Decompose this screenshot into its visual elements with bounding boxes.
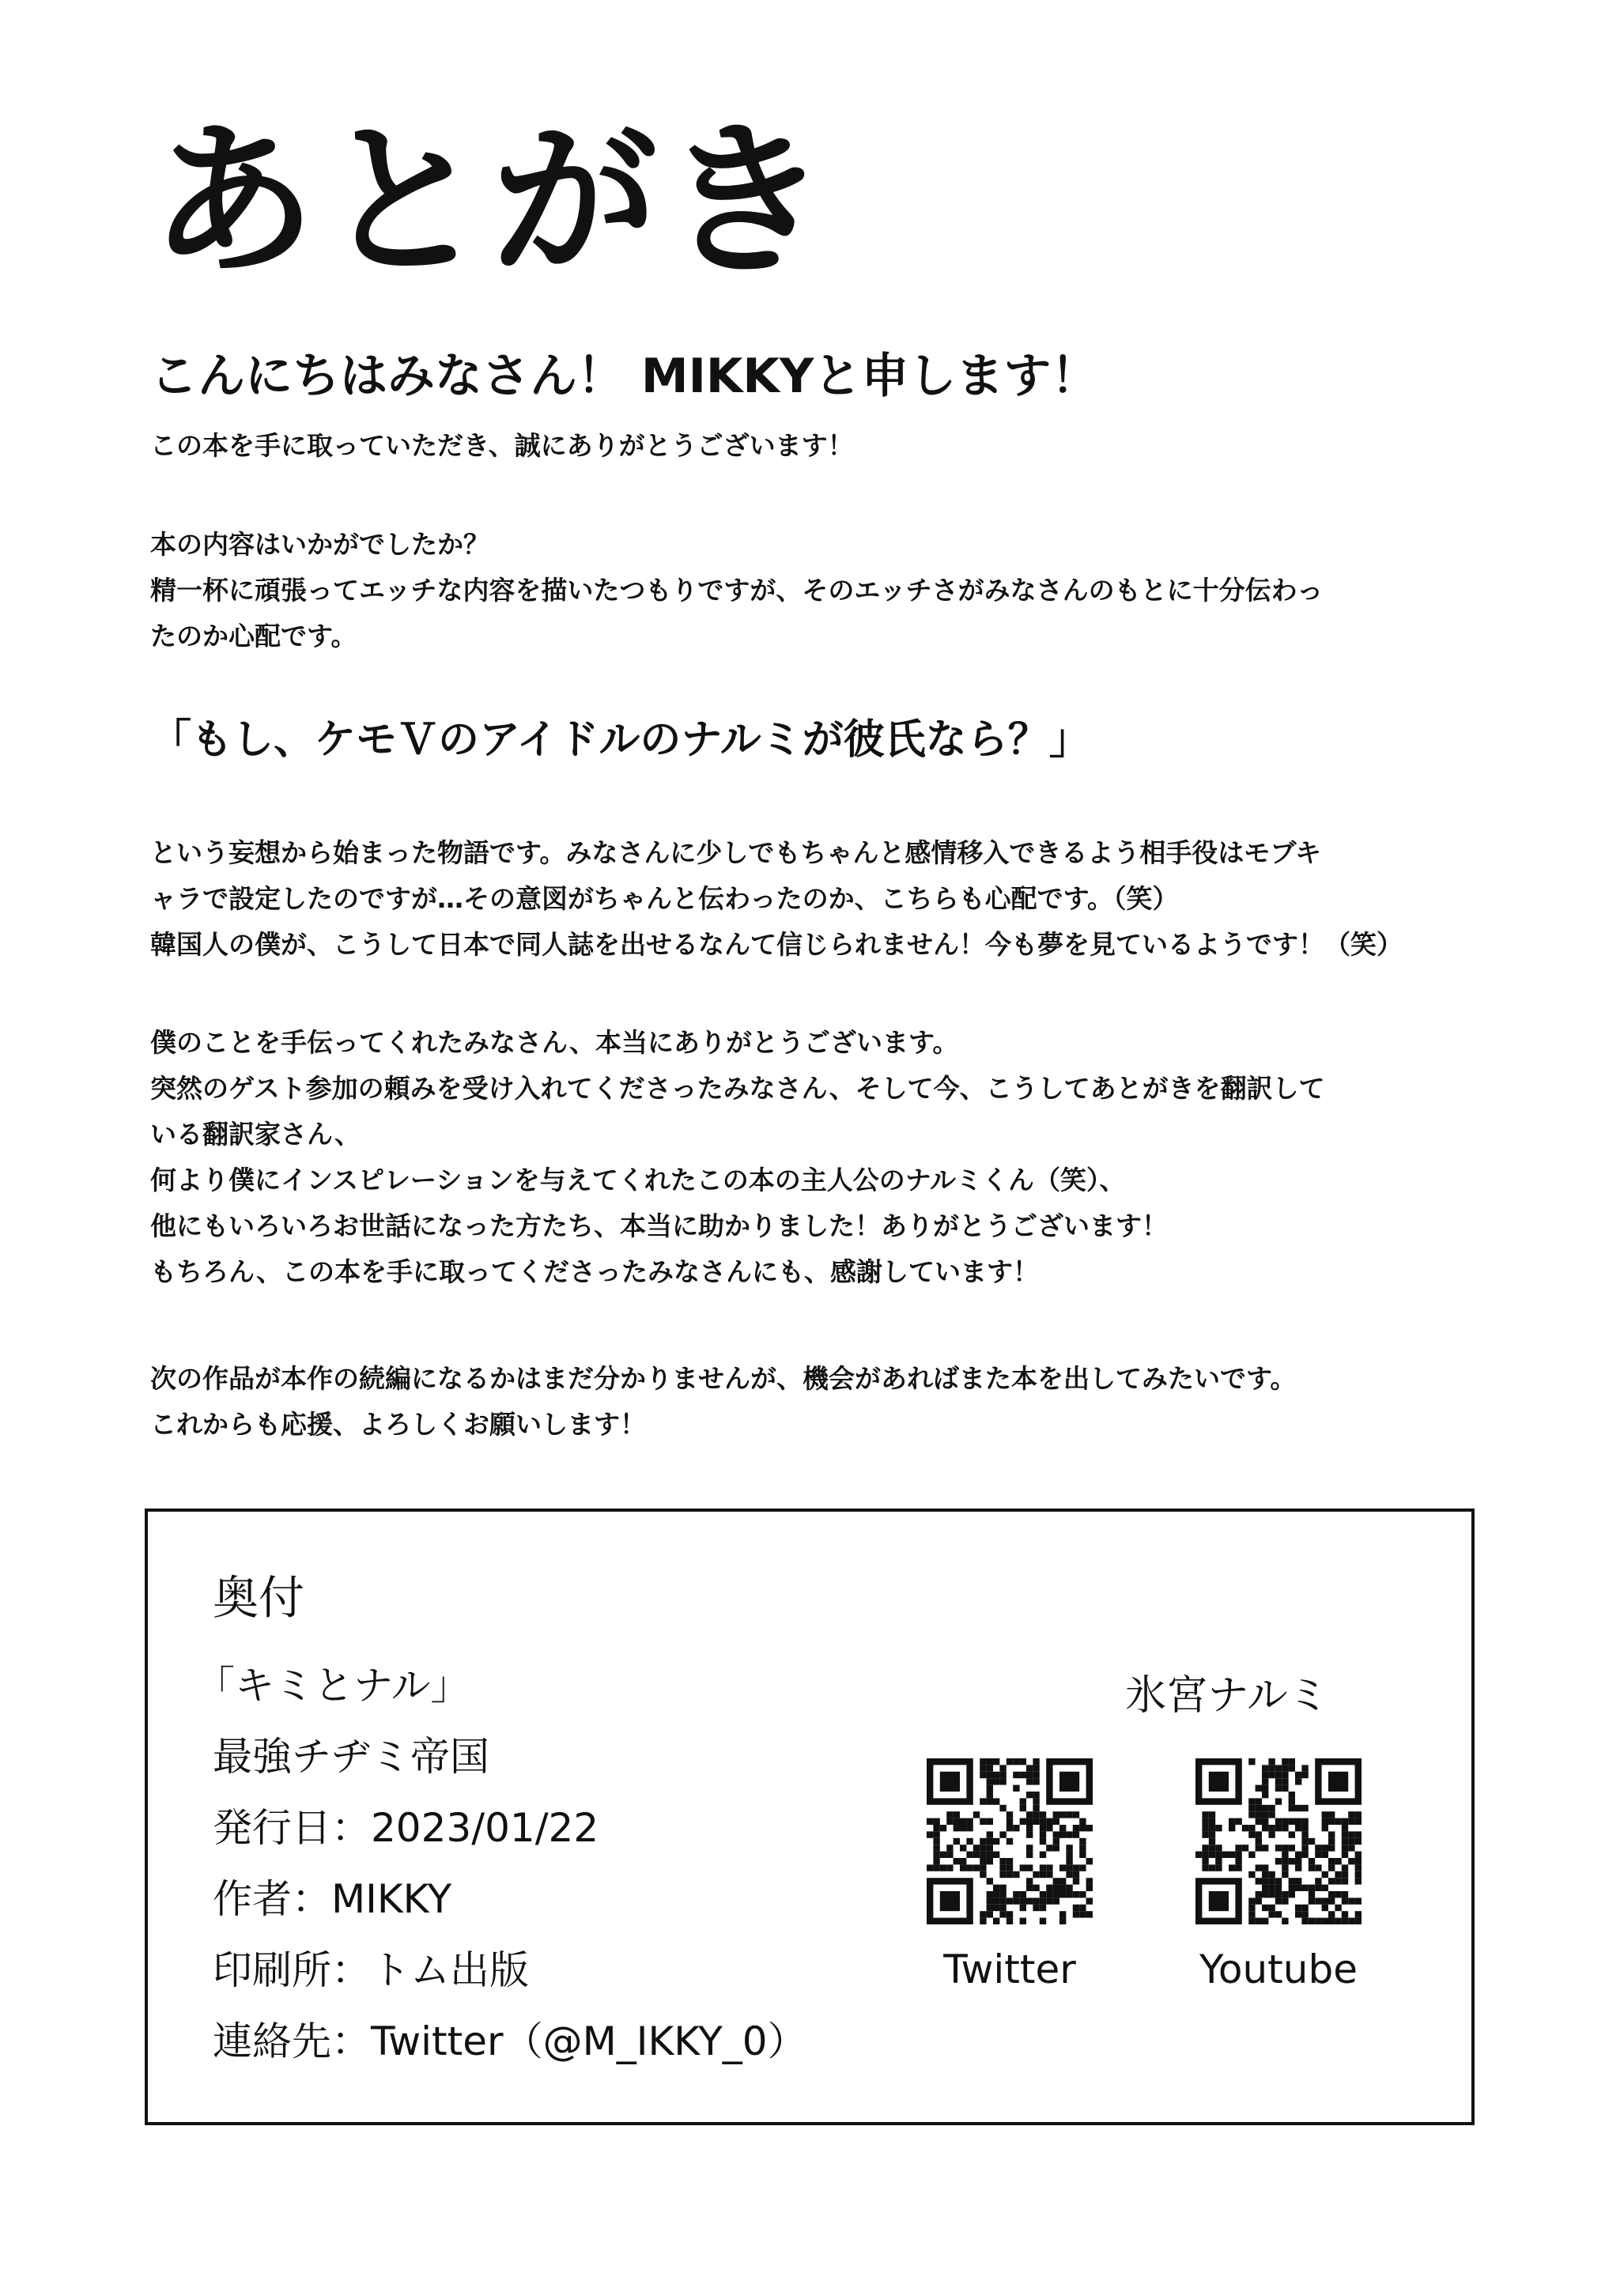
character-name: 氷宮ナルミ [1125,1672,1329,1720]
text-line: 他にもいろいろお世話になった方たち、本当に助かりました！ありがとうございます！ [150,1210,1168,1241]
text-line: 韓国人の僕が、こうして日本で同人誌を出せるなんて信じられません！今も夢を見ているようです！（笑） [150,929,1403,960]
youtube-qr-code[interactable] [1195,1758,1362,1924]
text-line: たのか心配です。 [150,621,357,651]
paragraph-acknowledgements [150,1020,1479,1295]
text-line: 精一杯に頑張ってエッチな内容を描いたつもりですが、そのエッチさがみなさんのもとに十分伝わっ [150,575,1324,606]
publish-date: 発行日：2023/01/22 [213,1805,599,1851]
qr-label-youtube: Youtube [1199,1947,1358,1992]
paragraph-content [150,522,1479,659]
greeting-heading: こんにちはみなさん！ MIKKYと申します！ [150,349,1099,404]
contact: 連絡先：Twitter（@M_IKKY_0） [213,2018,807,2064]
text-line: 本の内容はいかがでしたか？ [150,529,489,560]
text-line: 次の作品が本作の続編になるかはまだ分かりませんが、機会があればまた本を出してみたいです。 [150,1363,1297,1394]
premise-quote: 「もし、ケモＶのアイドルのナルミが彼氏なら？」 [150,716,1090,764]
text-line: 突然のゲスト参加の頼みを受け入れてくださったみなさん、そして今、こうしてあとがきを翻訳して [150,1073,1325,1104]
text-line: ャラで設定したのですが…その意図がちゃんと伝わったのか、こちらも心配です。（笑） [150,883,1179,914]
text-line: これからも応援、よろしくお願いします！ [150,1409,646,1440]
paragraph-closing [150,1356,1479,1448]
text-line: この本を手に取っていただき、誠にありがとうございます！ [150,430,854,461]
text-line: 何より僕にインスピレーションを与えてくれたこの本の主人公のナルミくん（笑）、 [150,1165,1126,1195]
text-line: 僕のことを手伝ってくれたみなさん、本当にありがとうございます。 [150,1027,959,1058]
text-line: いる翻訳家さん、 [150,1119,361,1150]
twitter-qr-code[interactable] [927,1758,1093,1924]
qr-code-icon [927,1758,1093,1924]
work-title: 「キミとナル」 [195,1663,470,1709]
colophon-box [145,1509,1475,2125]
text-line: もちろん、この本を手に取ってくださったみなさんにも、感謝しています！ [150,1256,1039,1287]
colophon-heading: 奥付 [213,1571,305,1625]
paragraph-story [150,830,1479,968]
paragraph-thanks [150,423,1479,469]
author: 作者：MIKKY [213,1876,452,1922]
printer: 印刷所：トム出版 [213,1947,529,1993]
qr-label-twitter: Twitter [943,1947,1076,1992]
text-line: という妄想から始まった物語です。みなさんに少しでもちゃんと感情移入できるよう相手役はモブキ [150,837,1322,868]
qr-code-icon [1195,1758,1362,1924]
circle-name: 最強チヂミ帝国 [213,1734,489,1780]
page-title: あとがき [150,104,834,298]
